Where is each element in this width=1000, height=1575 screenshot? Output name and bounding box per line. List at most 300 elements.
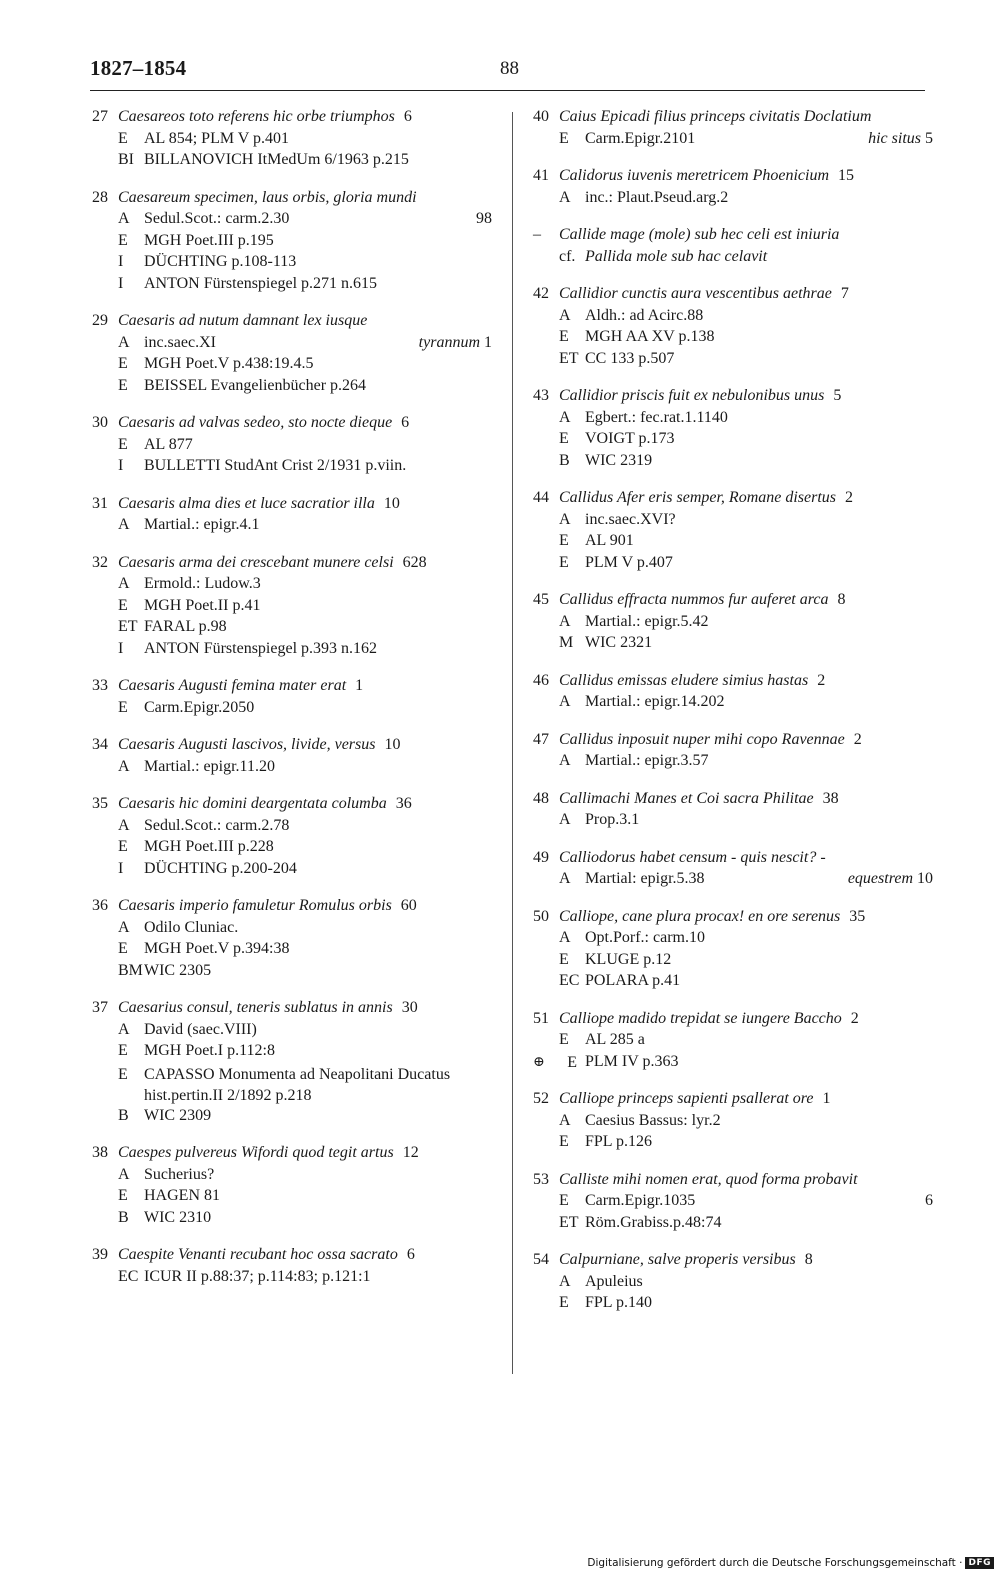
trailing-count: 1 xyxy=(484,333,492,351)
source-reference: AL 877 xyxy=(144,435,193,453)
entry-heading xyxy=(92,999,492,1021)
source-row xyxy=(533,870,933,892)
source-row xyxy=(533,929,933,951)
entry-heading xyxy=(92,312,492,334)
entry-number: 48 xyxy=(533,789,549,807)
source-row xyxy=(533,130,933,152)
source-reference: ANTON Fürstenspiegel p.271 n.615 xyxy=(144,274,378,292)
index-entry xyxy=(533,908,933,994)
index-entry xyxy=(92,677,492,720)
entry-number: 39 xyxy=(92,1246,108,1263)
index-entry xyxy=(92,1246,492,1289)
entry-number: 40 xyxy=(533,108,549,125)
entry-heading xyxy=(92,677,492,699)
source-row xyxy=(533,1112,933,1134)
index-entry xyxy=(92,554,492,662)
verse-count: 36 xyxy=(395,795,412,812)
source-code: I xyxy=(118,859,124,877)
source-reference: Aldh.: ad Acirc.88 xyxy=(585,306,704,324)
entry-incipit: Calliope madido trepidat se iungere Baccho xyxy=(559,1009,842,1027)
entry-heading xyxy=(92,554,492,576)
source-reference: MGH AA XV p.138 xyxy=(585,328,715,345)
source-code: E xyxy=(559,553,569,571)
source-code: I xyxy=(118,457,124,474)
entry-number: 29 xyxy=(92,312,108,329)
page-range-title: 1827–1854 xyxy=(90,56,187,80)
entry-incipit: Caesareos toto referens hic orbe triumphos xyxy=(118,108,395,125)
source-row xyxy=(533,511,933,533)
source-code: I xyxy=(118,253,124,270)
entry-incipit: Caesaris Augusti femina mater erat xyxy=(118,677,347,694)
entry-incipit: Caesaris ad valvas sedeo, sto nocte dieque xyxy=(118,414,393,431)
index-entry xyxy=(92,897,492,983)
verse-count: 38 xyxy=(822,789,839,807)
source-reference: WIC 2309 xyxy=(144,1106,212,1124)
source-row xyxy=(92,699,492,721)
entry-heading xyxy=(533,1010,933,1032)
source-code: E xyxy=(559,1192,569,1209)
source-reference: WIC 2319 xyxy=(585,451,653,469)
entry-heading xyxy=(533,591,933,613)
source-code: A xyxy=(559,870,571,887)
source-reference: Prop.3.1 xyxy=(585,811,640,828)
entry-number: 44 xyxy=(533,489,549,506)
source-code: E xyxy=(118,435,128,453)
index-entry xyxy=(92,414,492,479)
source-code: B xyxy=(559,451,570,469)
trailing-count: 10 xyxy=(917,870,933,887)
source-row xyxy=(533,430,933,452)
source-code: A xyxy=(118,816,130,834)
source-reference: Opt.Porf.: carm.10 xyxy=(585,929,705,946)
source-reference: VOIGT p.173 xyxy=(585,430,675,447)
source-code: ET xyxy=(559,1213,579,1231)
trailing-count: 98 xyxy=(476,210,492,227)
column-divider xyxy=(512,112,513,1374)
verse-count: 30 xyxy=(401,999,418,1016)
source-code: E xyxy=(559,328,569,345)
source-row xyxy=(92,1209,492,1231)
source-code: E xyxy=(559,1133,569,1150)
source-code: E xyxy=(559,1031,569,1048)
verse-count: 35 xyxy=(849,907,866,925)
source-row xyxy=(92,758,492,780)
entry-number: 28 xyxy=(92,188,108,206)
index-entry xyxy=(92,795,492,881)
source-code: A xyxy=(559,752,571,769)
entry-number: 41 xyxy=(533,167,549,184)
entry-heading xyxy=(92,795,492,817)
source-reference: Sucherius? xyxy=(144,1165,215,1183)
source-row xyxy=(92,436,492,458)
source-row xyxy=(533,693,933,715)
entry-heading xyxy=(533,672,933,694)
source-code: A xyxy=(118,210,130,227)
source-code: EC xyxy=(118,1267,139,1285)
source-reference: KLUGE p.12 xyxy=(585,950,672,968)
verse-count: 6 xyxy=(403,108,412,125)
source-reference: Sedul.Scot.: carm.2.78 xyxy=(144,816,290,834)
source-row xyxy=(92,516,492,538)
entry-number: 53 xyxy=(533,1170,549,1188)
entry-number: 35 xyxy=(92,795,108,812)
source-row xyxy=(92,1042,492,1064)
source-reference: ANTON Fürstenspiegel p.393 n.162 xyxy=(144,639,378,657)
index-entry xyxy=(92,999,492,1128)
trailing-note xyxy=(858,130,933,148)
entry-heading xyxy=(92,1144,492,1166)
source-row xyxy=(533,350,933,372)
source-reference: ICUR II p.88:37; p.114:83; p.121:1 xyxy=(144,1267,371,1285)
source-code: E xyxy=(559,1294,569,1311)
source-reference: Ermold.: Ludow.3 xyxy=(144,575,261,592)
source-code: E xyxy=(118,596,128,614)
verse-count: 60 xyxy=(400,897,417,914)
source-code-letter: E xyxy=(567,1053,577,1071)
source-reference: inc.: Plaut.Pseud.arg.2 xyxy=(585,188,729,206)
source-row xyxy=(533,307,933,329)
trailing-word: hic situs xyxy=(868,129,921,147)
source-reference: CAPASSO Monumenta ad Neapolitani Ducatus hist.pertin.II 2/1892 p.218 xyxy=(144,1065,451,1104)
source-reference: WIC 2305 xyxy=(144,961,212,979)
source-row xyxy=(533,1214,933,1236)
entry-heading xyxy=(533,731,933,753)
source-row xyxy=(533,951,933,973)
entry-heading xyxy=(533,1090,933,1112)
source-reference: FARAL p.98 xyxy=(144,618,227,635)
entry-heading xyxy=(92,495,492,517)
source-code: B xyxy=(118,1106,129,1124)
entry-heading xyxy=(92,414,492,436)
source-row xyxy=(533,613,933,635)
source-reference: Martial.: epigr.4.1 xyxy=(144,516,260,533)
verse-count: 1 xyxy=(355,677,364,694)
entry-incipit: Caesaris hic domini deargentata columba xyxy=(118,795,387,812)
entry-incipit: Caesarius consul, teneris sublatus in annis xyxy=(118,999,393,1016)
entry-incipit: Calpurniane, salve properis versibus xyxy=(559,1251,796,1268)
source-row xyxy=(92,355,492,377)
entry-number: 31 xyxy=(92,494,108,512)
verse-count: 15 xyxy=(838,167,855,184)
source-reference: MGH Poet.I p.112:8 xyxy=(144,1042,275,1059)
index-entry xyxy=(533,1171,933,1236)
index-entry xyxy=(533,1090,933,1155)
source-reference: Carm.Epigr.2050 xyxy=(144,698,255,716)
source-row xyxy=(92,575,492,597)
source-code: I xyxy=(118,274,124,292)
index-entry xyxy=(533,387,933,473)
source-reference: AL 854; PLM V p.401 xyxy=(144,129,290,147)
verse-count: 6 xyxy=(406,1246,415,1263)
source-code: E xyxy=(118,838,128,855)
index-entry xyxy=(92,312,492,398)
entry-incipit: Callidior priscis fuit ex nebulonibus unus xyxy=(559,387,825,404)
index-entry xyxy=(533,731,933,774)
source-reference: Martial.: epigr.14.202 xyxy=(585,693,725,710)
footer-text: Digitalisierung gefördert durch die Deutsche Forschungsgemeinschaft · xyxy=(587,1557,963,1569)
entry-heading xyxy=(533,790,933,812)
source-row xyxy=(533,752,933,774)
entry-number: 37 xyxy=(92,999,108,1016)
verse-count: 1 xyxy=(822,1090,831,1107)
source-reference: inc.saec.XI xyxy=(144,333,216,351)
entry-number: 52 xyxy=(533,1090,549,1107)
source-reference: Pallida mole sub hac celavit xyxy=(585,247,768,265)
entry-incipit: Caesaris alma dies et luce sacratior illa xyxy=(118,494,375,512)
verse-count: 2 xyxy=(817,671,826,689)
index-entry xyxy=(533,849,933,892)
entry-heading xyxy=(92,108,492,130)
source-code: E xyxy=(559,950,569,968)
source-reference: David (saec.VIII) xyxy=(144,1020,257,1038)
source-reference: MGH Poet.V p.438:19.4.5 xyxy=(144,355,314,372)
source-code: E xyxy=(118,1065,128,1083)
entry-incipit: Callidior cunctis aura vescentibus aethrae xyxy=(559,285,832,302)
source-code: A xyxy=(559,510,571,528)
footer-credit xyxy=(587,1557,994,1569)
index-entry xyxy=(533,167,933,210)
entry-incipit: Calliodorus habet censum - quis nescit? - xyxy=(559,848,826,866)
source-reference: MGH Poet.II p.41 xyxy=(144,596,261,614)
source-row xyxy=(92,940,492,962)
entry-incipit: Callidus inposuit nuper mihi copo Ravennae xyxy=(559,730,845,748)
source-code: ET xyxy=(559,349,579,367)
source-row xyxy=(92,618,492,640)
index-entry xyxy=(533,285,933,371)
entry-number: 47 xyxy=(533,730,549,748)
right-column xyxy=(533,108,933,1332)
source-row xyxy=(533,452,933,474)
source-row xyxy=(533,1031,933,1053)
source-code: A xyxy=(118,575,130,592)
trailing-note xyxy=(409,334,492,352)
entry-heading xyxy=(533,108,933,130)
source-code: M xyxy=(559,634,574,651)
source-code: E xyxy=(118,940,128,957)
source-reference: MGH Poet.III p.228 xyxy=(144,838,274,855)
source-row xyxy=(533,1053,933,1075)
source-reference: BULLETTI StudAnt Crist 2/1931 p.viin. xyxy=(144,457,407,474)
index-entry xyxy=(533,790,933,833)
source-reference: Sedul.Scot.: carm.2.30 xyxy=(144,210,290,227)
source-row xyxy=(92,1064,492,1107)
entry-heading xyxy=(533,285,933,307)
circled-plus-icon: ⊕ xyxy=(533,1054,545,1070)
index-entry xyxy=(533,108,933,151)
index-entry xyxy=(92,108,492,173)
verse-count: 10 xyxy=(384,736,401,753)
source-row xyxy=(533,634,933,656)
entry-heading xyxy=(533,226,933,248)
source-code: I xyxy=(118,639,124,657)
source-row xyxy=(92,457,492,479)
index-entry xyxy=(92,495,492,538)
entry-incipit: Calidorus iuvenis meretricem Phoenicium xyxy=(559,167,830,184)
verse-count: 2 xyxy=(853,730,862,748)
entry-incipit: Callidus Afer eris semper, Romane disertus xyxy=(559,489,837,506)
verse-count: 12 xyxy=(402,1144,419,1161)
source-code: A xyxy=(559,693,571,710)
source-code: A xyxy=(559,306,571,324)
entry-heading xyxy=(533,489,933,511)
source-row xyxy=(92,334,492,356)
source-reference: MGH Poet.V p.394:38 xyxy=(144,940,290,957)
entry-incipit: Caesaris Augusti lascivos, livide, versus xyxy=(118,736,376,753)
source-reference: Odilo Cluniac. xyxy=(144,918,239,936)
source-row xyxy=(92,275,492,297)
entry-number: 51 xyxy=(533,1009,549,1027)
index-entry xyxy=(533,489,933,575)
page-number: 88 xyxy=(500,58,519,79)
source-code: A xyxy=(559,811,571,828)
source-code: E xyxy=(559,430,569,447)
source-row xyxy=(533,409,933,431)
source-row xyxy=(533,1192,933,1214)
source-reference: POLARA p.41 xyxy=(585,972,681,989)
source-reference: MGH Poet.III p.195 xyxy=(144,231,274,249)
source-row xyxy=(92,597,492,619)
source-row xyxy=(533,189,933,211)
source-reference: DÜCHTING p.200-204 xyxy=(144,859,297,877)
index-entry xyxy=(92,189,492,297)
source-code: A xyxy=(559,1111,571,1129)
entry-incipit: Caespite Venanti recubant hoc ossa sacrato xyxy=(118,1246,398,1263)
source-reference: FPL p.126 xyxy=(585,1133,652,1150)
source-code: A xyxy=(118,757,130,775)
source-row xyxy=(92,1021,492,1043)
source-row xyxy=(92,232,492,254)
source-row xyxy=(533,811,933,833)
source-row xyxy=(92,1107,492,1129)
source-code: E xyxy=(559,129,569,147)
verse-count: 8 xyxy=(804,1251,813,1268)
source-row xyxy=(92,151,492,173)
entry-number: 36 xyxy=(92,897,108,914)
source-row xyxy=(533,1133,933,1155)
source-row xyxy=(92,860,492,882)
entry-heading xyxy=(92,897,492,919)
entry-heading xyxy=(533,1251,933,1273)
source-reference: Martial.: epigr.3.57 xyxy=(585,752,709,769)
trailing-word: equestrem xyxy=(847,870,913,887)
entry-heading xyxy=(533,167,933,189)
entry-number: – xyxy=(533,226,541,243)
source-row xyxy=(533,1273,933,1295)
source-code: E xyxy=(118,231,128,249)
trailing-note xyxy=(838,870,933,888)
source-reference: inc.saec.XVI? xyxy=(585,510,676,528)
index-entry xyxy=(533,591,933,656)
source-row xyxy=(533,328,933,350)
entry-number: 27 xyxy=(92,108,108,125)
source-reference: BILLANOVICH ItMedUm 6/1963 p.215 xyxy=(144,151,409,168)
source-reference: CC 133 p.507 xyxy=(585,349,675,367)
source-row xyxy=(92,377,492,399)
source-code: E xyxy=(118,376,128,394)
entry-number: 32 xyxy=(92,553,108,571)
source-code: E xyxy=(118,1042,128,1059)
source-code: ET xyxy=(118,618,138,635)
source-reference: DÜCHTING p.108-113 xyxy=(144,253,297,270)
entry-number: 45 xyxy=(533,591,549,608)
source-code: A xyxy=(118,333,130,351)
entry-incipit: Calliope princeps sapienti psallerat ore xyxy=(559,1090,814,1107)
entry-number: 30 xyxy=(92,414,108,431)
source-reference: PLM IV p.363 xyxy=(585,1052,679,1070)
source-reference: Martial.: epigr.11.20 xyxy=(144,757,275,775)
entry-incipit: Caesaris ad nutum damnant lex iusque xyxy=(118,312,368,329)
source-code: EC xyxy=(559,972,580,989)
trailing-count: 5 xyxy=(925,129,933,147)
source-reference: WIC 2310 xyxy=(144,1208,212,1226)
source-reference: Apuleius xyxy=(585,1272,643,1290)
entry-incipit: Callidus effracta nummos fur auferet arca xyxy=(559,591,829,608)
entry-incipit: Caesareum specimen, laus orbis, gloria mundi xyxy=(118,188,417,206)
source-reference: Egbert.: fec.rat.1.1140 xyxy=(585,408,728,426)
source-code: A xyxy=(559,1272,571,1290)
entry-number: 49 xyxy=(533,848,549,866)
entry-number: 42 xyxy=(533,285,549,302)
verse-count: 8 xyxy=(837,591,846,608)
left-column xyxy=(92,108,492,1305)
entry-incipit: Calliope, cane plura procax! en ore serenus xyxy=(559,907,841,925)
source-row xyxy=(92,817,492,839)
entry-number: 34 xyxy=(92,736,108,753)
source-code: A xyxy=(559,929,571,946)
verse-count: 10 xyxy=(383,494,400,512)
source-row xyxy=(533,532,933,554)
entry-incipit: Caespes pulvereus Wifordi quod tegit artus xyxy=(118,1144,394,1161)
source-reference: BEISSEL Evangelienbücher p.264 xyxy=(144,376,367,394)
entry-number: 54 xyxy=(533,1251,549,1268)
entry-incipit: Caius Epicadi filius princeps civitatis Doclatium xyxy=(559,108,872,125)
index-entry xyxy=(533,226,933,269)
entry-incipit: Callidus emissas eludere simius hastas xyxy=(559,671,809,689)
trailing-count: 6 xyxy=(925,1192,933,1209)
source-row xyxy=(92,253,492,275)
source-code: E xyxy=(118,1187,128,1204)
source-reference: WIC 2321 xyxy=(585,634,653,651)
source-reference: HAGEN 81 xyxy=(144,1187,220,1204)
entry-incipit: Caesaris imperio famuletur Romulus orbis xyxy=(118,897,392,914)
source-code: cf. xyxy=(559,247,576,265)
source-reference: Carm.Epigr.1035 xyxy=(585,1192,696,1209)
source-code: A xyxy=(118,1020,130,1038)
source-row xyxy=(92,1268,492,1290)
index-entry xyxy=(92,1144,492,1230)
entry-incipit: Callimachi Manes et Coi sacra Philitae xyxy=(559,789,814,807)
page-header xyxy=(90,56,925,91)
entry-number: 46 xyxy=(533,671,549,689)
source-reference: Martial: epigr.5.38 xyxy=(585,870,705,887)
source-row xyxy=(92,962,492,984)
source-code: B xyxy=(118,1208,129,1226)
source-code: BI xyxy=(118,151,134,168)
source-row xyxy=(92,838,492,860)
entry-number: 43 xyxy=(533,387,549,404)
index-entry xyxy=(533,1251,933,1316)
verse-count: 2 xyxy=(850,1009,859,1027)
verse-count: 7 xyxy=(840,285,849,302)
entry-number: 50 xyxy=(533,907,549,925)
source-reference: Carm.Epigr.2101 xyxy=(585,129,696,147)
entry-number: 38 xyxy=(92,1144,108,1161)
source-row xyxy=(533,1294,933,1316)
entry-heading xyxy=(533,1171,933,1193)
entry-heading xyxy=(92,189,492,211)
entry-incipit: Calliste mihi nomen erat, quod forma probavit xyxy=(559,1170,858,1188)
source-code: E xyxy=(118,698,128,716)
